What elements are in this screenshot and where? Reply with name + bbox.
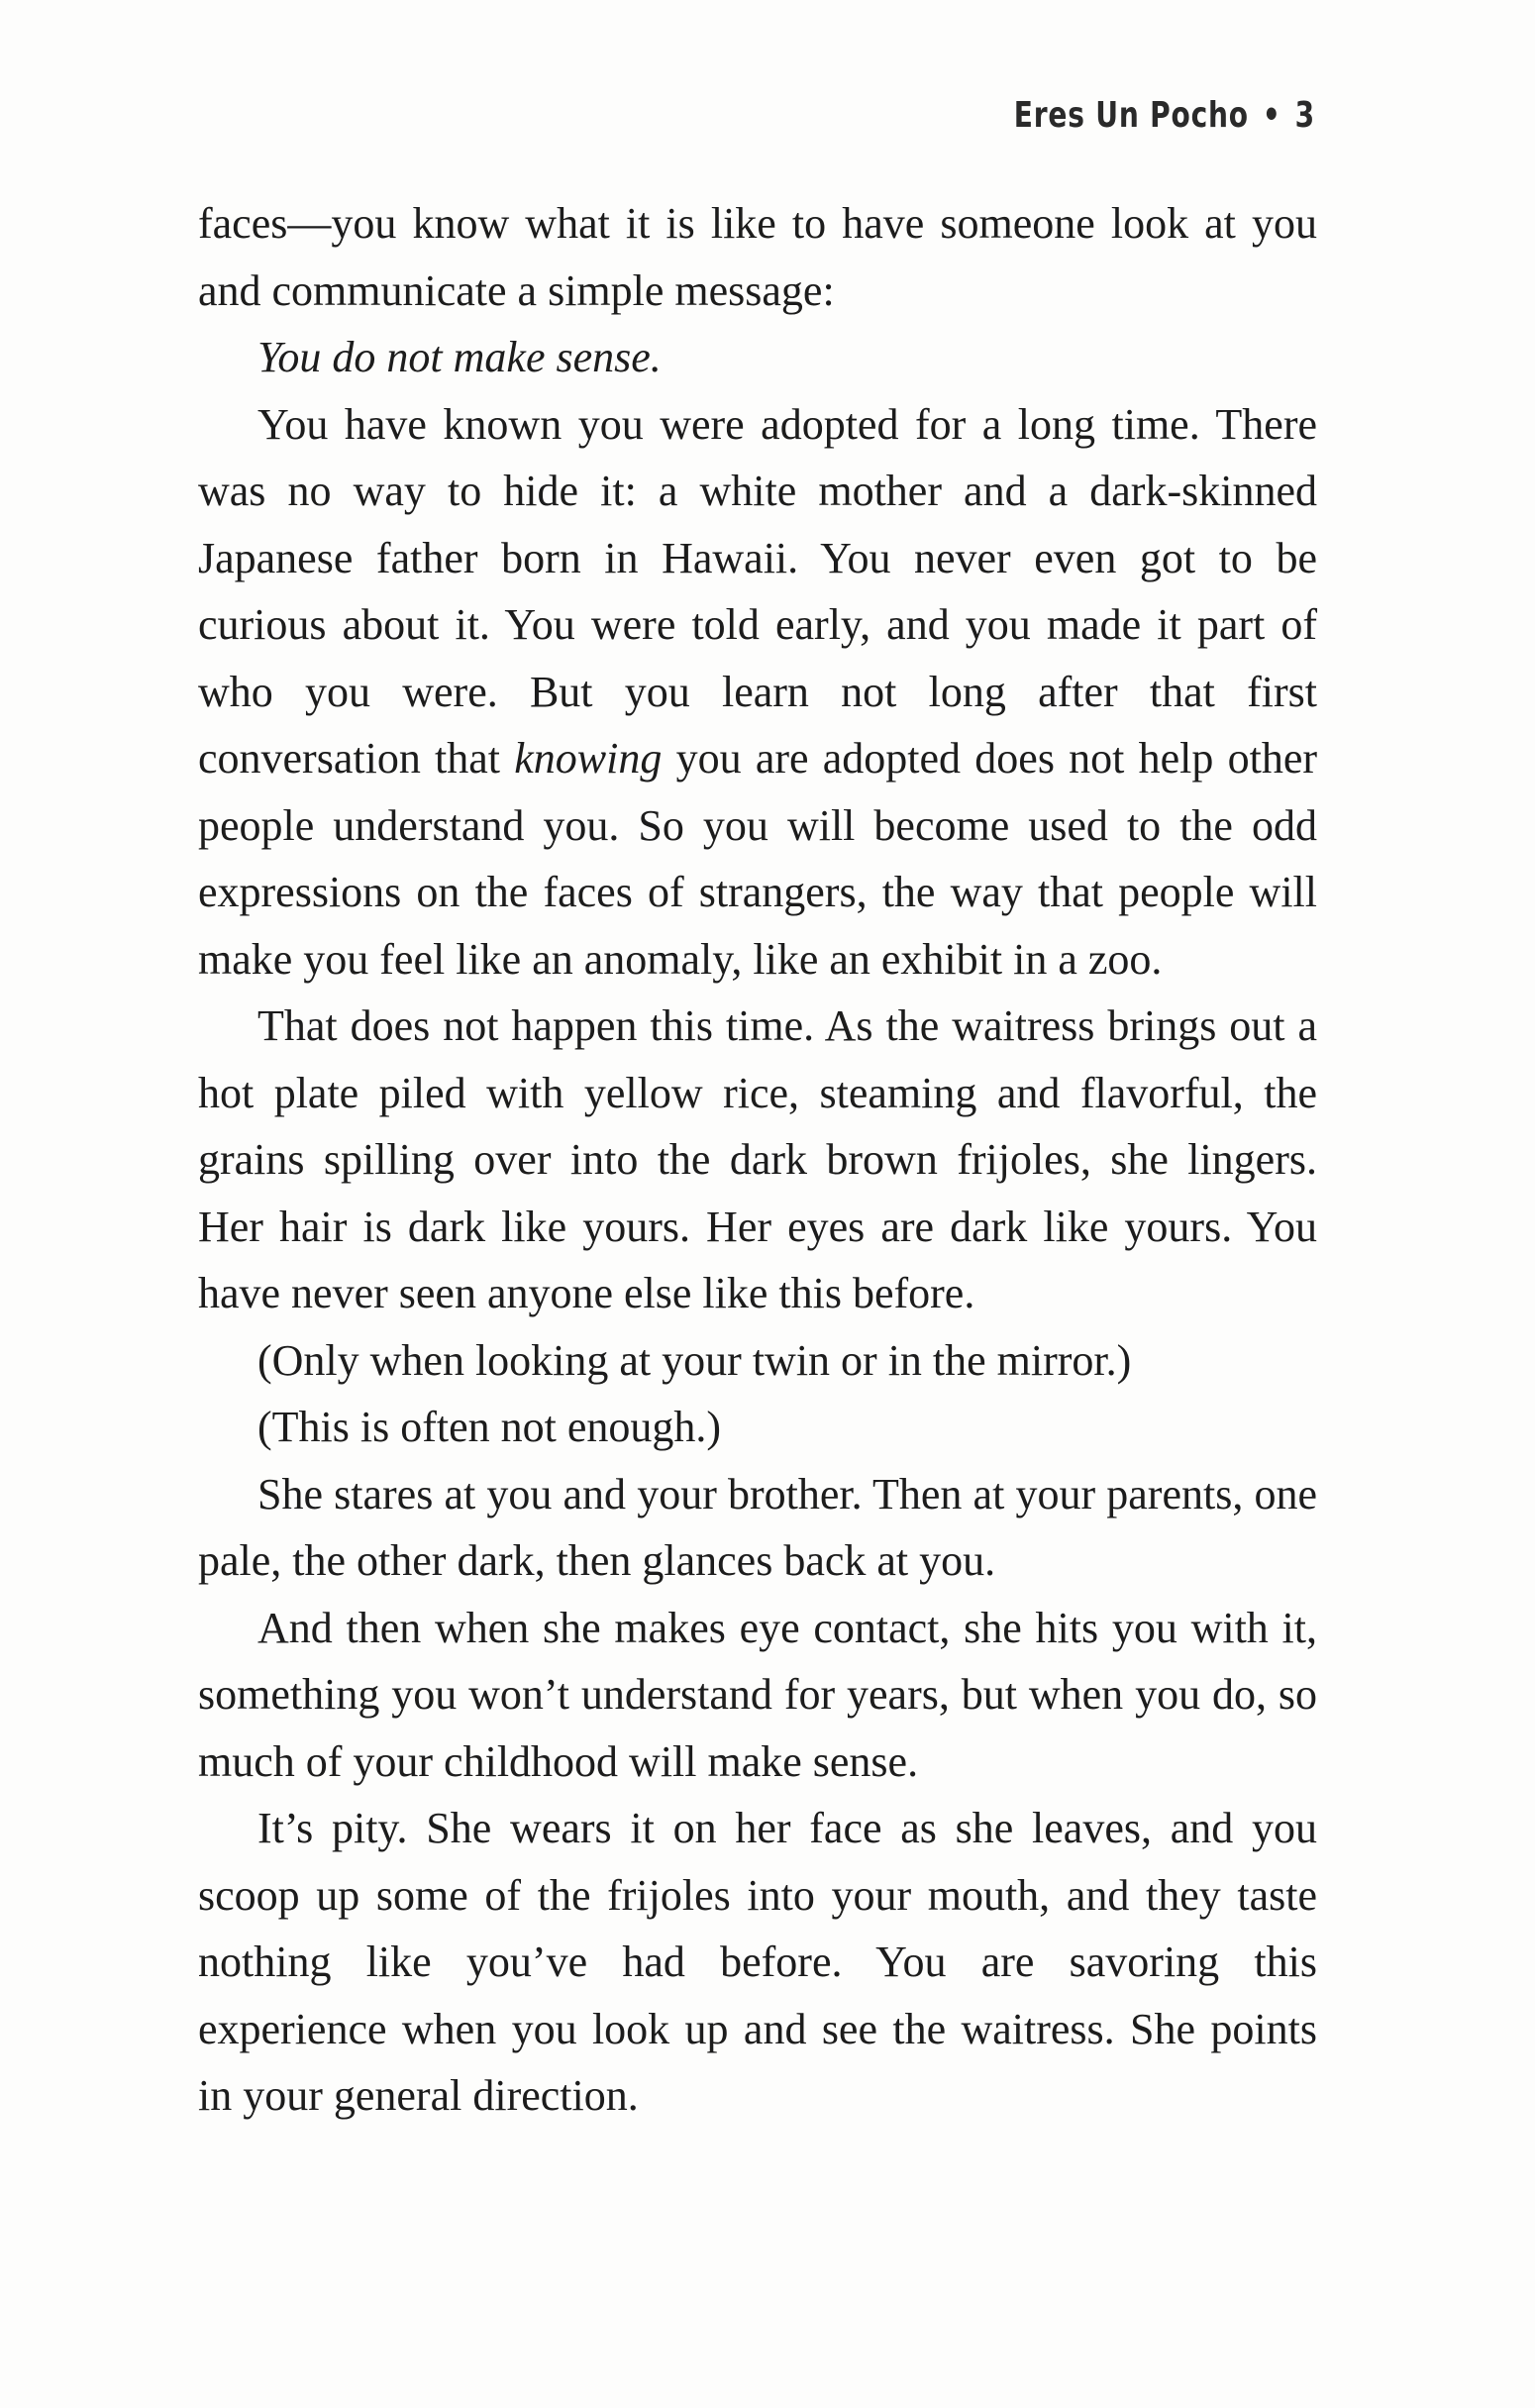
paragraph-aside-1: (Only when looking at your twin or in the mirror.) [257, 1335, 1132, 1385]
page-number: 3 [1294, 95, 1315, 136]
header-separator: • [1262, 95, 1281, 136]
running-header [1014, 95, 1315, 136]
paragraph-stares: She stares at you and your brother. Then at your parents, one pale, the other dark, then glances back at you. [198, 1469, 1317, 1585]
body-text [198, 190, 1317, 2130]
emphasis-word: knowing [514, 734, 663, 783]
paragraph-adoption [198, 391, 1317, 994]
paragraph-pity: It’s pity. She wears it on her face as she leaves, and you scoop up some of the frijoles into your mouth, and they taste nothing like you’ve had before. You are savoring this experience when you look up and see the waitress. She points in your general direction. [198, 1804, 1317, 2120]
paragraph-aside-2: (This is often not enough.) [257, 1403, 722, 1451]
paragraph-eye-contact: And then when she makes eye contact, she hits you with it, something you won’t understand for years, but when you do, so much of your childhood will make sense. [198, 1603, 1317, 1786]
paragraph-italic-line [198, 324, 1317, 391]
paragraph-waitress: That does not happen this time. As the waitress brings out a hot plate piled with yellow rice, steaming and flavorful, the grains spilling over into the dark brown frijoles, she lingers. Her hair is dark like yours. Her eyes are dark like yours. You have never seen anyone else like this before. [198, 1001, 1317, 1317]
paragraph-text-after: you are adopted does not help other people understand you. So you will become used to the odd expressions on the faces of strangers, the way that people will make you feel like an anomaly, like an exhibit in a zoo. [198, 734, 1318, 984]
paragraph-text: You have known you were adopted for a long time. There was no way to hide it: a white mother and a dark-skinned Japanese father born in Hawaii. You never even got to be curious about it. You were told early, and you made it part of who you were. But you learn not long after that first conversation that [198, 399, 1317, 783]
chapter-title: Eres Un Pocho [1013, 95, 1249, 136]
italic-text: You do not make sense. [257, 333, 662, 381]
paragraph-continued: faces—you know what it is like to have someone look at you and communicate a simple message: [198, 199, 1317, 315]
